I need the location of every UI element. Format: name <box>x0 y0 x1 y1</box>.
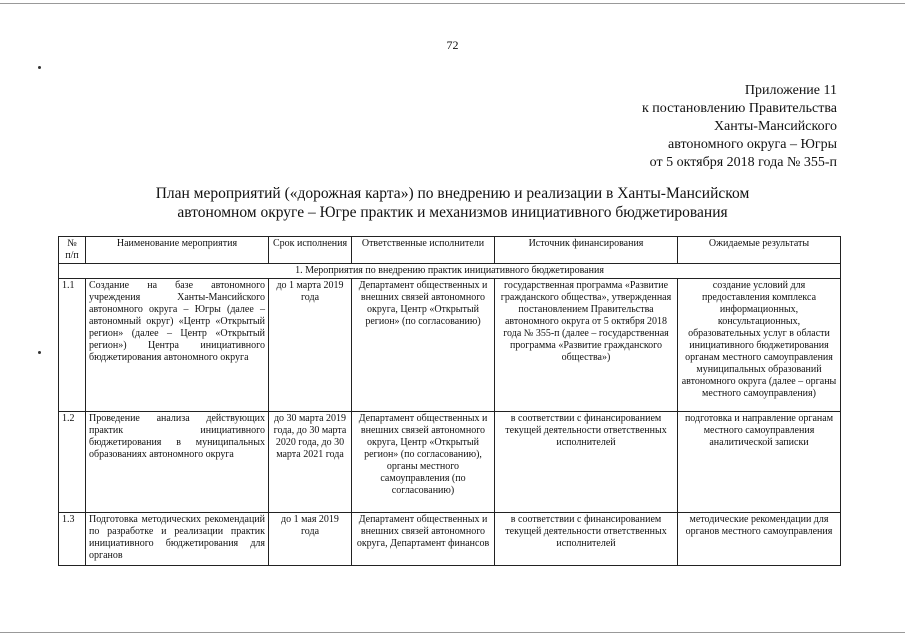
header-executors: Ответственные исполнители <box>352 237 495 264</box>
appendix-heading <box>642 82 837 172</box>
document-title <box>0 184 905 222</box>
header-term: Срок исполнения <box>269 237 352 264</box>
cell-name: Проведение анализа действующих практик инициативного бюджетирования в муниципальных образованиях автономного округа <box>86 412 269 513</box>
cell-results: методические рекомендации для органов местного самоуправления <box>678 513 841 566</box>
margin-mark <box>38 351 41 354</box>
roadmap-table <box>58 236 841 566</box>
cell-executors: Департамент общественных и внешних связей автономного округа, Департамент финансов <box>352 513 495 566</box>
cell-term: до 30 марта 2019 года, до 30 марта 2020 года, до 30 марта 2021 года <box>269 412 352 513</box>
cell-executors: Департамент общественных и внешних связей автономного округа, Центр «Открытый регион» (по согласованию), органы местного самоуправления (по согласованию) <box>352 412 495 513</box>
appendix-line: к постановлению Правительства <box>641 101 837 116</box>
table-row <box>59 412 841 513</box>
table-row <box>59 513 841 566</box>
cell-term: до 1 марта 2019 года <box>269 279 352 412</box>
title-line: План мероприятий («дорожная карта») по внедрению и реализации в Ханты-Мансийском <box>155 185 750 202</box>
header-results: Ожидаемые результаты <box>678 237 841 264</box>
title-line: автономном округе – Югре практик и механизмов инициативного бюджетирования <box>177 204 728 221</box>
cell-term: до 1 мая 2019 года <box>269 513 352 566</box>
bottom-scan-edge <box>0 632 905 633</box>
cell-source: в соответствии с финансированием текущей деятельности ответственных исполнителей <box>495 412 678 513</box>
appendix-line: Приложение 11 <box>744 83 837 98</box>
table-row <box>59 279 841 412</box>
appendix-line: Ханты-Мансийского <box>713 119 837 134</box>
cell-num: 1.2 <box>59 412 86 513</box>
header-name: Наименование мероприятия <box>86 237 269 264</box>
cell-results: подготовка и направление органам местного самоуправления аналитической записки <box>678 412 841 513</box>
cell-name: Создание на базе автономного учреждения Ханты-Мансийского автономного округа – Югры (далее – автономный округ) «Центр «Открытый регион» (далее – Центр «Открытый регион») Центра инициативного бюджетирования автономного округа <box>86 279 269 412</box>
margin-mark <box>38 66 41 69</box>
cell-results: создание условий для предоставления комплекса информационных, консультационных, образовательных услуг в области инициативного бюджетирования органам местного самоуправления муниципальных образований автономного округа (далее – органы местного самоуправления) <box>678 279 841 412</box>
section-row <box>59 264 841 279</box>
top-scan-edge <box>0 3 905 4</box>
cell-source: государственная программа «Развитие гражданского общества», утвержденная постановлением Правительства автономного округа от 5 октября 2018 года № 355-п (далее – государственная программа «Развитие гражданского общества») <box>495 279 678 412</box>
cell-name: Подготовка методических рекомендаций по разработке и реализации практик инициативного бюджетирования для органов <box>86 513 269 566</box>
header-num: № п/п <box>59 237 86 264</box>
header-source: Источник финансирования <box>495 237 678 264</box>
cell-source: в соответствии с финансированием текущей деятельности ответственных исполнителей <box>495 513 678 566</box>
appendix-line: от 5 октября 2018 года № 355-п <box>649 155 837 170</box>
appendix-line: автономного округа – Югры <box>668 137 837 152</box>
section-heading: 1. Мероприятия по внедрению практик инициативного бюджетирования <box>59 264 841 279</box>
cell-num: 1.3 <box>59 513 86 566</box>
cell-executors: Департамент общественных и внешних связей автономного округа, Центр «Открытый регион» (по согласованию) <box>352 279 495 412</box>
page-number: 72 <box>446 38 459 52</box>
cell-num: 1.1 <box>59 279 86 412</box>
table-header-row <box>59 237 841 264</box>
